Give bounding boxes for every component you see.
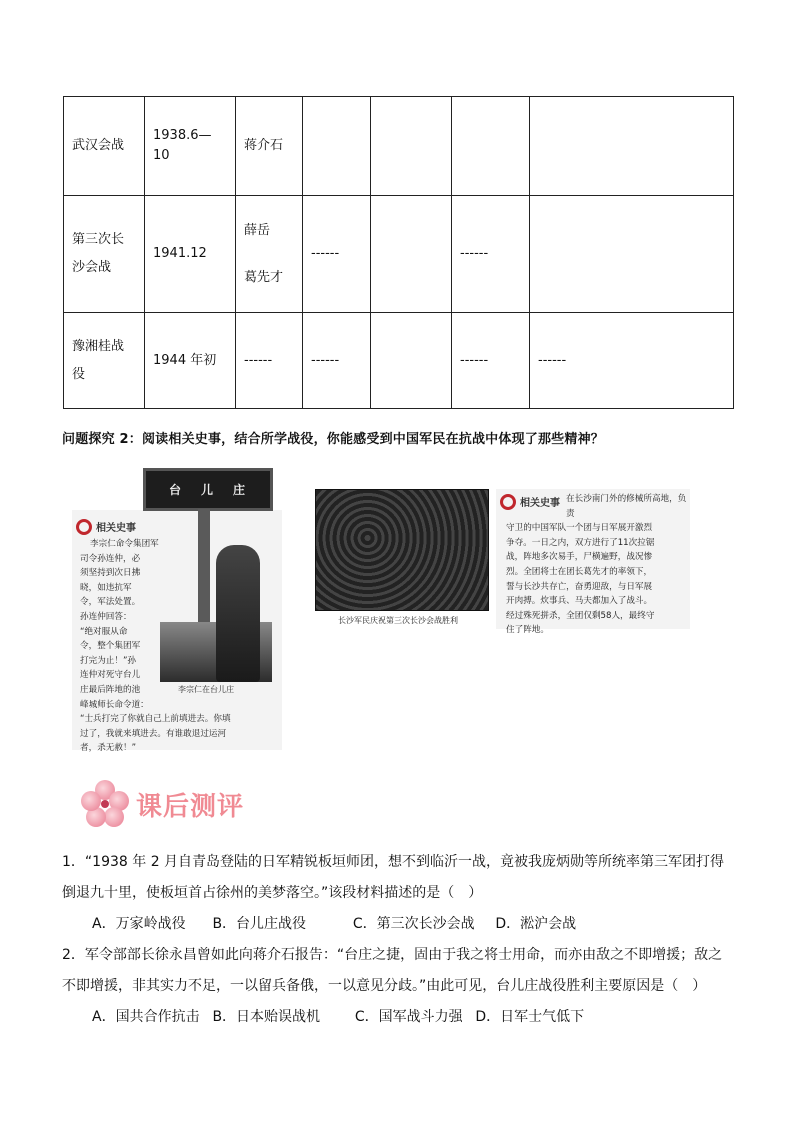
table-cell: ------ <box>303 196 371 313</box>
table-row <box>64 97 734 196</box>
table-cell: ------ <box>452 196 530 313</box>
q1-option-a[interactable]: A．万家岭战役 <box>92 916 186 932</box>
figure-text-line: 令，军法处置。 <box>80 597 141 608</box>
figure-text-line: 峰城师长命令道： <box>80 699 149 710</box>
table-cell: ------ <box>303 313 371 409</box>
figure-text-line: 司令孙连仲，必 <box>80 553 141 564</box>
figure-text-line: 过了，我就来填进去。有谁敢退过运河 <box>80 728 227 739</box>
battle-name-cell: 第三次长沙会战 <box>64 196 145 313</box>
related-history-icon <box>76 519 92 535</box>
figure-right-label: 相关史事 <box>520 498 560 509</box>
q2-line1: 2．军令部部长徐永昌曾如此向蒋介石报告：“台庄之捷，固由于我之将士用命，而亦由敌之不即增援；敌之 <box>62 947 723 963</box>
table-cell <box>452 97 530 196</box>
figure-text-line: 烈。全团将士在团长葛先才的率领下， <box>506 566 653 577</box>
battle-date-cell: 1941.12 <box>145 196 236 313</box>
battle-table <box>63 96 734 409</box>
table-cell <box>530 97 734 196</box>
q1-line2: 倒退九十里，使板垣首占徐州的美梦落空。”该段材料描述的是（ ） <box>62 885 483 901</box>
figure-text-line: 须坚持到次日拂 <box>80 568 141 579</box>
q1-option-c[interactable]: C．第三次长沙会战 <box>352 916 475 932</box>
figure-text-line: 庄最后阵地的池 <box>80 684 141 695</box>
figure-left-label: 相关史事 <box>96 523 136 534</box>
figure-right-text <box>506 492 690 638</box>
q1-option-b[interactable]: B．台儿庄战役 <box>212 916 307 932</box>
table-cell <box>530 196 734 313</box>
table-cell: ------ <box>530 313 734 409</box>
table-cell <box>371 313 452 409</box>
figure-text-line: 守卫的中国军队一个团与日军展开激烈 <box>506 523 653 534</box>
battle-name-cell: 武汉会战 <box>64 97 145 196</box>
commander-cell: 蒋介石 <box>236 97 303 196</box>
commander-name: 薛岳 <box>244 222 271 238</box>
section-title-text: 课后测评 <box>136 791 245 822</box>
q2-line2: 不即增援，非其实力不足，一以留兵备俄，一以意见分歧。”由此可见，台儿庄战役胜利主要原因是（ ） <box>62 978 707 994</box>
q2-options <box>92 1006 584 1026</box>
battle-date-cell: 1944 年初 <box>145 313 236 409</box>
battle-date-cell: 1938.6—10 <box>145 97 236 196</box>
figure-text-line: 经过殊死拼杀，全团仅剩58人，最终守 <box>506 610 655 621</box>
figure-text-line: 在长沙南门外的修械所高地，负责 <box>566 494 687 519</box>
figure-text-line: 争夺。一日之内，双方进行了11次拉锯 <box>506 537 655 548</box>
commander-cell: ------ <box>236 313 303 409</box>
q1-options <box>92 913 576 933</box>
changsha-celebration-photo <box>315 489 489 611</box>
figure-text-line: 誓与长沙共存亡，奋勇迎敌，与日军展 <box>506 581 653 592</box>
figure-text-line: 战，阵地多次易手，尸横遍野，战况惨 <box>506 552 653 563</box>
figure-text-line: 开肉搏。炊事兵、马夫都加入了战斗。 <box>506 596 653 607</box>
table-cell: ------ <box>452 313 530 409</box>
figure-left-header <box>76 516 136 535</box>
figure-text-line: 晓，如违抗军 <box>80 582 132 593</box>
q1-option-d[interactable]: D．淞沪会战 <box>495 916 577 932</box>
q2-option-c[interactable]: C．国军战斗力强 <box>354 1009 463 1025</box>
figure-text-line: “士兵打完了你就自己上前填进去。你填 <box>80 714 231 725</box>
table-cell <box>303 97 371 196</box>
q2-option-a[interactable]: A．国共合作抗击 <box>92 1009 200 1025</box>
figure-text-line: 孙连仲回答： <box>80 611 132 622</box>
figure-left-caption: 李宗仁在台儿庄 <box>178 685 234 694</box>
q2-option-b[interactable]: B．日本贻误战机 <box>212 1009 321 1025</box>
section-title <box>80 780 244 828</box>
figure-mid-caption: 长沙军民庆祝第三次长沙会战胜利 <box>338 616 458 625</box>
figure-text-line: 李宗仁命令集团军 <box>90 539 159 549</box>
q2-option-d[interactable]: D．日军士气低下 <box>475 1009 585 1025</box>
q1-line1: 1．“1938 年 2 月自青岛登陆的日军精锐板垣师团，想不到临沂一战，竟被我庞炳勋等所统率第三军团打得 <box>62 854 725 870</box>
figure-text-line: 连仲对死守台儿 <box>80 670 141 681</box>
flower-icon <box>80 780 130 828</box>
figure-text-line: 住了阵地。 <box>506 625 549 636</box>
table-row <box>64 313 734 409</box>
commander-cell <box>236 196 303 313</box>
table-row <box>64 196 734 313</box>
figure-text-line: “绝对服从命 <box>80 626 128 637</box>
commander-name: 葛先才 <box>244 269 284 285</box>
table-cell <box>371 196 452 313</box>
table-cell <box>371 97 452 196</box>
figure-text-line: 打完为止！”孙 <box>80 655 137 666</box>
figure-left-text <box>80 537 280 756</box>
figure-text-line: 者，杀无赦！” <box>80 743 137 754</box>
battle-name-cell: 豫湘桂战役 <box>64 313 145 409</box>
taierzhuang-sign: 台儿庄 <box>143 468 273 511</box>
question-heading: 问题探究 2：阅读相关史事，结合所学战役，你能感受到中国军民在抗战中体现了那些精神？ <box>62 432 604 447</box>
figure-text-line: 令，整个集团军 <box>80 641 141 652</box>
